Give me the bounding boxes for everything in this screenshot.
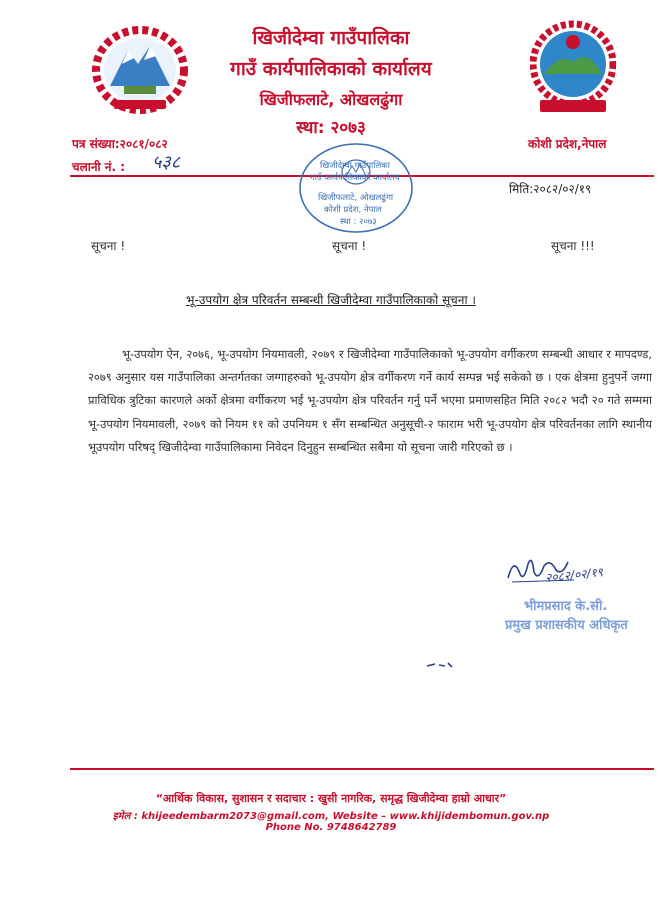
notice-body-paragraph: भू-उपयोग ऐन, २०७६, भू-उपयोग नियमावली, २०७९ र खिजीदेम्वा गाउँपालिकाको भू-उपयोग वर्गीकरण सम्बन्धी आधार र मापदण्ड, २०७९ अनुसार यस गाउँपालिका अन्तर्गतका जग्गाहरुको भू-उपयोग क्षेत्र वर्गीकरण गर्ने कार्य सम्पन्न भई सकेको छ । एक क्षेत्रमा हुनुपर्ने जग्गा प्राविधिक त्रुटिका कारणले अर्को क्षेत्रमा वर्गीकरण भई भू-उपयोग क्षेत्र परिवर्तन गर्नु पर्ने भएमा प्रमाणसहित मिति २०८२ भदौ २० गते सम्ममा भू-उपयोग नियमावली, २०७९ को नियम ११ को उपनियम १ सँग सम्बन्धित अनुसूची-२ फाराम भरी भू-उपयोग क्षेत्र परिवर्तनका लागि स्थानीय भूउपयोग परिषद् खिजीदेम्वा गाउँपालिकामा निवेदन दिनुहुन सम्बन्धित सबैमा यो सूचना जारी गरिएको छ । xyxy=(88,347,652,454)
dispatch-number-label: चलानी नं. : xyxy=(72,160,126,174)
footer-divider xyxy=(70,768,654,770)
province-text: कोशी प्रदेश,नेपाल xyxy=(528,137,607,151)
reference-number: पत्र संख्या:२०८१/०८२ xyxy=(72,137,168,151)
stamp-line-1: खिजीदेम्वा गाउँपालिका xyxy=(320,161,390,171)
office-name: गाउँ कार्यपालिकाको कार्यालय xyxy=(230,58,432,80)
footer-contact: इमेल : khijeedembarm2073@gmail.com, Website – www.khijidembomun.gov.np xyxy=(112,811,550,822)
signature-date: २०८२/०२/१९ xyxy=(544,565,604,585)
office-address: खिजीफलाटे, ओखलढुंगा xyxy=(259,90,403,109)
notice-label-center: सूचना ! xyxy=(332,239,367,253)
letter-date: मिति:२०८२/०२/१९ xyxy=(509,182,592,196)
stamp-line-4: कोशी प्रदेश, नेपाल xyxy=(324,205,382,215)
signatory-name: भीमप्रसाद के.सी. xyxy=(524,599,608,614)
signatory-title: प्रमुख प्रशासकीय अधिकृत xyxy=(505,618,628,633)
stamp-line-2: गाउँ कार्यपालिकाको कार्यालय xyxy=(310,173,400,183)
ink-mark xyxy=(425,655,455,665)
stamp-line-5: स्था : २०७३ xyxy=(340,217,377,227)
dispatch-number-value: ५३८ xyxy=(152,152,181,173)
footer-slogan: “आर्थिक विकास, सुशासन र सदाचार : खुसी नागरिक, समृद्ध खिजीदेम्वा हाम्रो आधार” xyxy=(155,792,507,805)
stamp-line-3: खिजीफलाटे, ओखलढुंगा xyxy=(318,193,394,203)
notice-subject: भू-उपयोग क्षेत्र परिवर्तन सम्बन्धी खिजीदेम्वा गाउँपालिकाको सूचना । xyxy=(186,293,476,307)
office-stamp xyxy=(296,142,416,234)
established-year: स्था: २०७३ xyxy=(296,118,366,138)
notice-body xyxy=(88,343,652,459)
municipality-name: खिजीदेम्वा गाउँपालिका xyxy=(252,27,410,49)
notice-label-left: सूचना ! xyxy=(91,239,126,253)
footer-phone: Phone No. 9748642789 xyxy=(265,822,397,833)
notice-label-right: सूचना !!! xyxy=(551,239,595,253)
